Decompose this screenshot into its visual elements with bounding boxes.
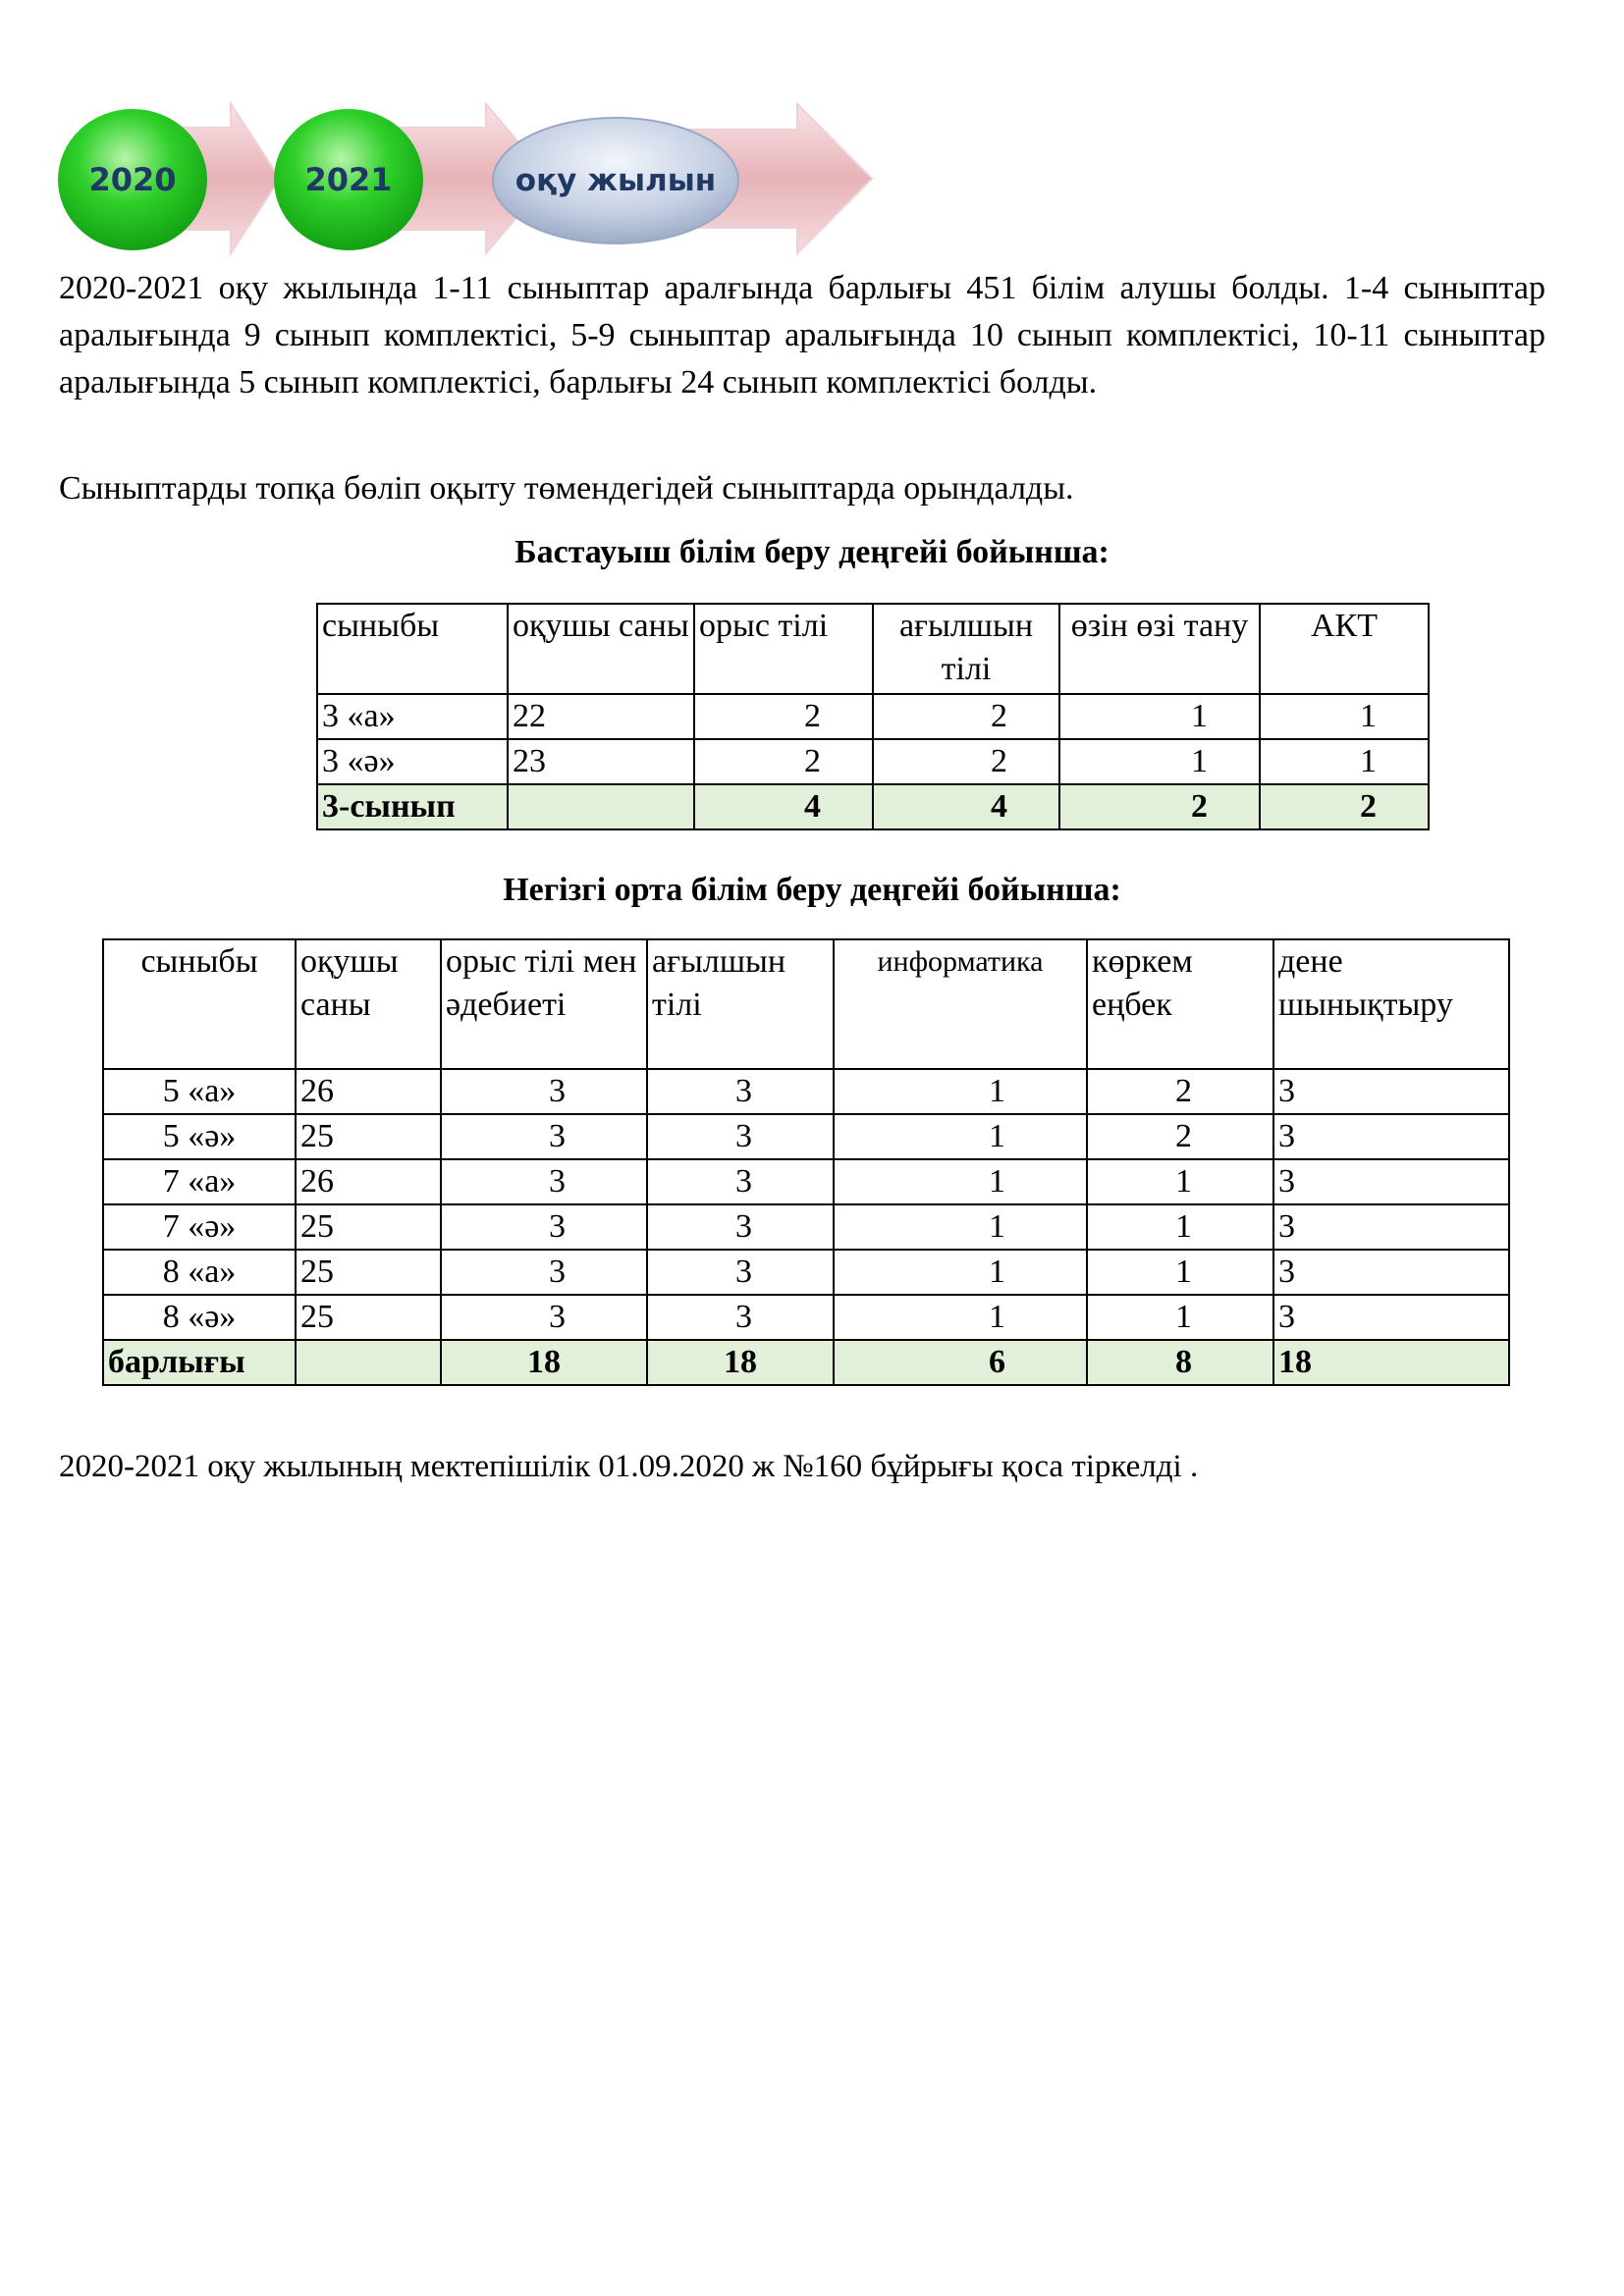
table-cell: 3 xyxy=(647,1204,834,1250)
table-cell: 6 xyxy=(834,1340,1087,1385)
table-cell: 3 xyxy=(1273,1159,1509,1204)
table-cell: 8 xyxy=(1087,1340,1273,1385)
table-cell: 2 xyxy=(1260,784,1429,829)
table-cell: 3 xyxy=(1273,1069,1509,1114)
header-cell: информатика xyxy=(834,939,1087,1069)
table-row xyxy=(317,739,1429,784)
table-cell: 25 xyxy=(296,1295,441,1340)
primary-table-title: Бастауыш білім беру деңгейі бойынша: xyxy=(514,534,1110,570)
table-cell: 1 xyxy=(1059,694,1260,739)
table-cell: 3 xyxy=(1273,1114,1509,1159)
table-cell: 3 xyxy=(647,1069,834,1114)
table-cell: 8 «а» xyxy=(103,1250,296,1295)
table-cell: 5 «ә» xyxy=(103,1114,296,1159)
table-cell: 7 «а» xyxy=(103,1159,296,1204)
table-header-row xyxy=(103,939,1509,1069)
table-cell: 2 xyxy=(1059,784,1260,829)
academic-year-bubble: оқу жылын xyxy=(514,162,717,198)
table-cell: 2 xyxy=(694,694,873,739)
table-cell: 2 xyxy=(1087,1114,1273,1159)
table-cell: 2 xyxy=(873,694,1059,739)
table-cell: 3-сынып xyxy=(317,784,508,829)
header-cell: ағылшын тілі xyxy=(647,939,834,1069)
header-cell: АКТ xyxy=(1260,604,1429,694)
header-cell: өзін өзі тану xyxy=(1059,604,1260,694)
table-cell: 3 xyxy=(441,1250,647,1295)
table-cell xyxy=(508,784,694,829)
table-header-row xyxy=(317,604,1429,694)
table-cell: 2 xyxy=(694,739,873,784)
table-cell: 26 xyxy=(296,1069,441,1114)
header-cell: көркем еңбек xyxy=(1087,939,1273,1069)
table-cell: 1 xyxy=(834,1204,1087,1250)
table-cell: 18 xyxy=(647,1340,834,1385)
table-cell: 1 xyxy=(834,1114,1087,1159)
header-cell: сыныбы xyxy=(317,604,508,694)
table-cell: 3 xyxy=(647,1159,834,1204)
table-cell: 1 xyxy=(1260,694,1429,739)
arrow-chain-graphic xyxy=(0,0,1624,265)
intro-paragraph: 2020-2021 оқу жылында 1-11 сыныптар аралғында барлығы 451 білім алушы болды. 1-4 сыныптар аралығында 9 сынып комплектісі, 5-9 сыныптар аралығында 10 сынып комплектісі, 10-11 сыныптар аралығында 5 сынып комплектісі, барлығы 24 сынып комплектісі болды. xyxy=(59,270,1545,400)
table-cell: 1 xyxy=(1087,1295,1273,1340)
table-cell: 3 xyxy=(647,1114,834,1159)
table-cell: 3 xyxy=(1273,1204,1509,1250)
table-cell: 3 xyxy=(647,1250,834,1295)
header-graphic xyxy=(0,0,1624,265)
table-cell: 7 «ә» xyxy=(103,1204,296,1250)
table-cell: 2 xyxy=(1087,1069,1273,1114)
header-cell: сыныбы xyxy=(103,939,296,1069)
table-row xyxy=(103,1114,1509,1159)
table-cell: 3 xyxy=(1273,1295,1509,1340)
table-cell: 1 xyxy=(1087,1250,1273,1295)
table-cell: 5 «а» xyxy=(103,1069,296,1114)
table-cell: 22 xyxy=(508,694,694,739)
table-cell: 26 xyxy=(296,1159,441,1204)
header-cell: оқушы саны xyxy=(296,939,441,1069)
table-cell: 3 xyxy=(441,1204,647,1250)
table-cell: 3 xyxy=(441,1069,647,1114)
table-cell: 18 xyxy=(441,1340,647,1385)
header-cell: орыс тілі мен әдебиеті xyxy=(441,939,647,1069)
basic-secondary-table xyxy=(102,938,1510,1386)
table-cell: 1 xyxy=(1087,1204,1273,1250)
order-note-paragraph: 2020-2021 оқу жылының мектепішілік 01.09.2020 ж №160 бұйрығы қоса тіркелді . xyxy=(59,1449,1199,1484)
table-total-row xyxy=(317,784,1429,829)
table-cell: 1 xyxy=(1260,739,1429,784)
table-cell: 4 xyxy=(873,784,1059,829)
year-bubble-2020: 2020 xyxy=(88,161,177,198)
table-cell: 3 xyxy=(441,1295,647,1340)
table-cell: 25 xyxy=(296,1204,441,1250)
table-cell: барлығы xyxy=(103,1340,296,1385)
table-cell: 1 xyxy=(1087,1159,1273,1204)
table-row xyxy=(103,1204,1509,1250)
table-row xyxy=(103,1250,1509,1295)
table-cell: 1 xyxy=(1059,739,1260,784)
table-row xyxy=(103,1069,1509,1114)
table-cell: 25 xyxy=(296,1250,441,1295)
table-cell: 25 xyxy=(296,1114,441,1159)
table-cell: 23 xyxy=(508,739,694,784)
primary-level-table xyxy=(316,603,1430,830)
table-cell: 1 xyxy=(834,1069,1087,1114)
table-cell: 3 xyxy=(647,1295,834,1340)
table-row xyxy=(317,694,1429,739)
table-cell: 3 «ә» xyxy=(317,739,508,784)
table-cell: 1 xyxy=(834,1159,1087,1204)
header-cell: оқушы саны xyxy=(508,604,694,694)
table-row xyxy=(103,1295,1509,1340)
table-row xyxy=(103,1159,1509,1204)
table-cell: 3 xyxy=(1273,1250,1509,1295)
table-cell: 3 xyxy=(441,1159,647,1204)
table-cell xyxy=(296,1340,441,1385)
year-bubble-2021: 2021 xyxy=(304,161,393,198)
table-cell: 18 xyxy=(1273,1340,1509,1385)
table-cell: 1 xyxy=(834,1250,1087,1295)
table-cell: 3 «а» xyxy=(317,694,508,739)
table-cell: 4 xyxy=(694,784,873,829)
header-cell: ағылшын тілі xyxy=(873,604,1059,694)
group-teaching-paragraph: Сыныптарды топқа бөліп оқыту төмендегідей сыныптарда орындалды. xyxy=(59,470,1074,507)
table-cell: 3 xyxy=(441,1114,647,1159)
table-total-row xyxy=(103,1340,1509,1385)
table-cell: 8 «ә» xyxy=(103,1295,296,1340)
table-cell: 2 xyxy=(873,739,1059,784)
table-cell: 1 xyxy=(834,1295,1087,1340)
secondary-table-title: Негізгі орта білім беру деңгейі бойынша: xyxy=(503,872,1121,908)
header-cell: дене шынықтыру xyxy=(1273,939,1509,1069)
header-cell: орыс тілі xyxy=(694,604,873,694)
